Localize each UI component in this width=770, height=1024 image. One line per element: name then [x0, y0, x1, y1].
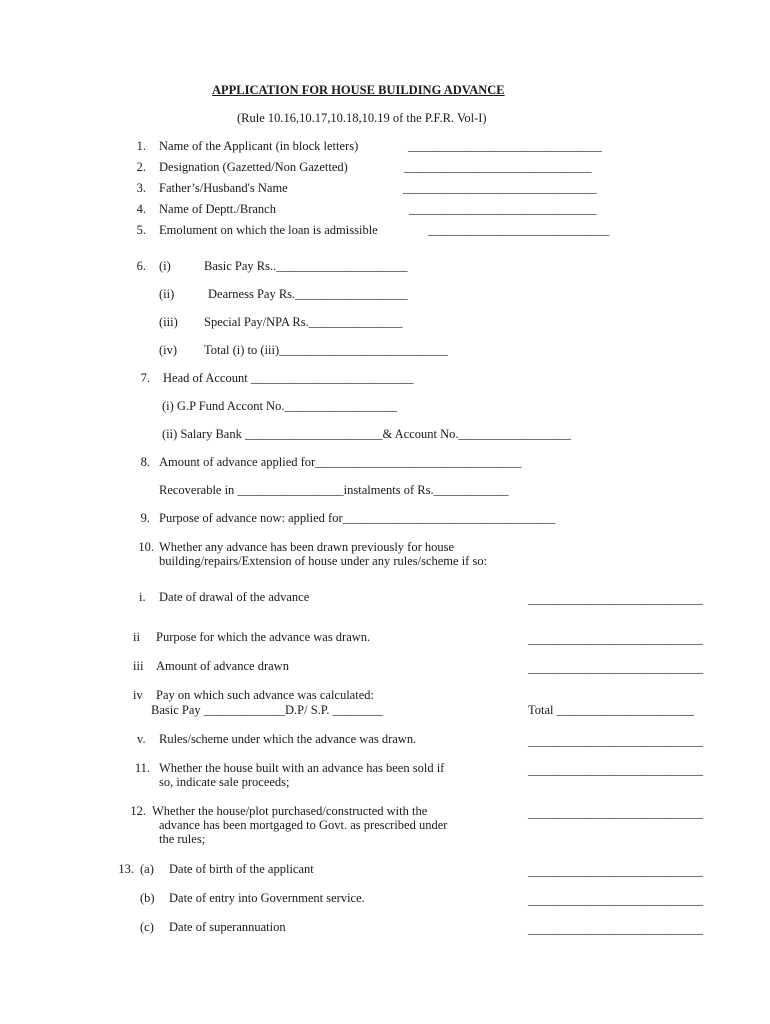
previous-amount-field[interactable]: ____________________________: [528, 661, 703, 675]
item-number: 3.: [136, 181, 146, 195]
emolument-field[interactable]: _____________________________: [428, 223, 610, 237]
applicant-name-field[interactable]: _______________________________: [408, 139, 602, 153]
sub-number: ii: [133, 630, 140, 644]
date-of-entry-field[interactable]: ____________________________: [528, 893, 703, 907]
sub-number: (iv): [159, 343, 178, 357]
sub-label: Date of entry into Government service.: [169, 891, 365, 905]
item-number: 7.: [140, 371, 150, 385]
sub-number: (c): [140, 920, 154, 934]
previous-total-field[interactable]: Total ______________________: [528, 703, 695, 717]
sub-label: Date of superannuation: [169, 920, 286, 934]
previous-rules-field[interactable]: ____________________________: [528, 734, 703, 748]
sub-label: Rules/scheme under which the advance was drawn.: [159, 732, 417, 746]
item-label: Father’s/Husband's Name: [159, 181, 288, 195]
purpose-field[interactable]: Purpose of advance now: applied for__________________________________: [159, 511, 556, 525]
item-label: the rules;: [159, 832, 206, 846]
item-number: 9.: [140, 511, 150, 525]
dearness-pay-field[interactable]: Dearness Pay Rs.__________________: [208, 287, 408, 301]
previous-purpose-field[interactable]: ____________________________: [528, 632, 703, 646]
date-of-birth-field[interactable]: ____________________________: [528, 864, 703, 878]
previous-basic-pay-field[interactable]: Basic Pay _____________D.P/ S.P. ________: [151, 703, 383, 717]
item-number: 8.: [140, 455, 150, 469]
sub-label: Date of drawal of the advance: [159, 590, 310, 604]
superannuation-date-field[interactable]: ____________________________: [528, 922, 703, 936]
department-field[interactable]: ______________________________: [409, 202, 597, 216]
item-label: advance has been mortgaged to Govt. as prescribed under: [159, 818, 448, 832]
item-number: 11.: [134, 761, 150, 775]
gpf-account-field[interactable]: (i) G.P Fund Accont No.__________________: [162, 399, 397, 413]
total-pay-field[interactable]: Total (i) to (iii)___________________________: [204, 343, 448, 357]
item-label: so, indicate sale proceeds;: [159, 775, 290, 789]
sub-number: i.: [139, 590, 146, 604]
mortgage-field[interactable]: ____________________________: [528, 806, 703, 820]
item-label: building/repairs/Extension of house under any rules/scheme if so:: [159, 554, 488, 568]
item-label: Name of Deptt./Branch: [159, 202, 276, 216]
sub-number: (ii): [159, 287, 175, 301]
sub-number: iii: [133, 659, 144, 673]
special-pay-field[interactable]: Special Pay/NPA Rs._______________: [204, 315, 403, 329]
sub-label: Pay on which such advance was calculated:: [156, 688, 374, 702]
recoverable-instalments-field[interactable]: Recoverable in _________________instalments of Rs.____________: [159, 483, 509, 497]
item-label: Whether the house built with an advance has been sold if: [159, 761, 445, 775]
sub-number: iv: [133, 688, 143, 702]
item-label: Designation (Gazetted/Non Gazetted): [159, 160, 348, 174]
sub-number: (a): [140, 862, 154, 876]
item-label: Emolument on which the loan is admissible: [159, 223, 378, 237]
sub-number: (i): [159, 259, 171, 273]
item-number: 10.: [138, 540, 154, 554]
sub-label: Date of birth of the applicant: [169, 862, 314, 876]
item-number: 13.: [118, 862, 134, 876]
page-title: APPLICATION FOR HOUSE BUILDING ADVANCE: [212, 83, 505, 97]
page-subtitle: (Rule 10.16,10.17,10.18,10.19 of the P.F.R. Vol-I): [237, 111, 487, 125]
item-number: 5.: [136, 223, 146, 237]
item-number: 4.: [136, 202, 146, 216]
sub-number: v.: [137, 732, 146, 746]
sub-label: Purpose for which the advance was drawn.: [156, 630, 371, 644]
salary-bank-field[interactable]: (ii) Salary Bank ______________________& Account No.__________________: [162, 427, 571, 441]
item-number: 12.: [130, 804, 146, 818]
item-number: 2.: [136, 160, 146, 174]
sub-number: (iii): [159, 315, 178, 329]
basic-pay-field[interactable]: Basic Pay Rs.._____________________: [204, 259, 408, 273]
sub-label: Amount of advance drawn: [156, 659, 289, 673]
item-label: Whether any advance has been drawn previously for house: [159, 540, 455, 554]
father-husband-name-field[interactable]: _______________________________: [403, 181, 597, 195]
item-number: 1.: [136, 139, 146, 153]
sale-proceeds-field[interactable]: ____________________________: [528, 763, 703, 777]
designation-field[interactable]: ______________________________: [404, 160, 592, 174]
sub-number: (b): [140, 891, 155, 905]
advance-amount-field[interactable]: Amount of advance applied for_________________________________: [159, 455, 522, 469]
item-label: Whether the house/plot purchased/constructed with the: [152, 804, 428, 818]
item-number: 6.: [136, 259, 146, 273]
drawal-date-field[interactable]: ____________________________: [528, 592, 703, 606]
item-label: Name of the Applicant (in block letters): [159, 139, 359, 153]
head-of-account-field[interactable]: Head of Account __________________________: [163, 371, 414, 385]
